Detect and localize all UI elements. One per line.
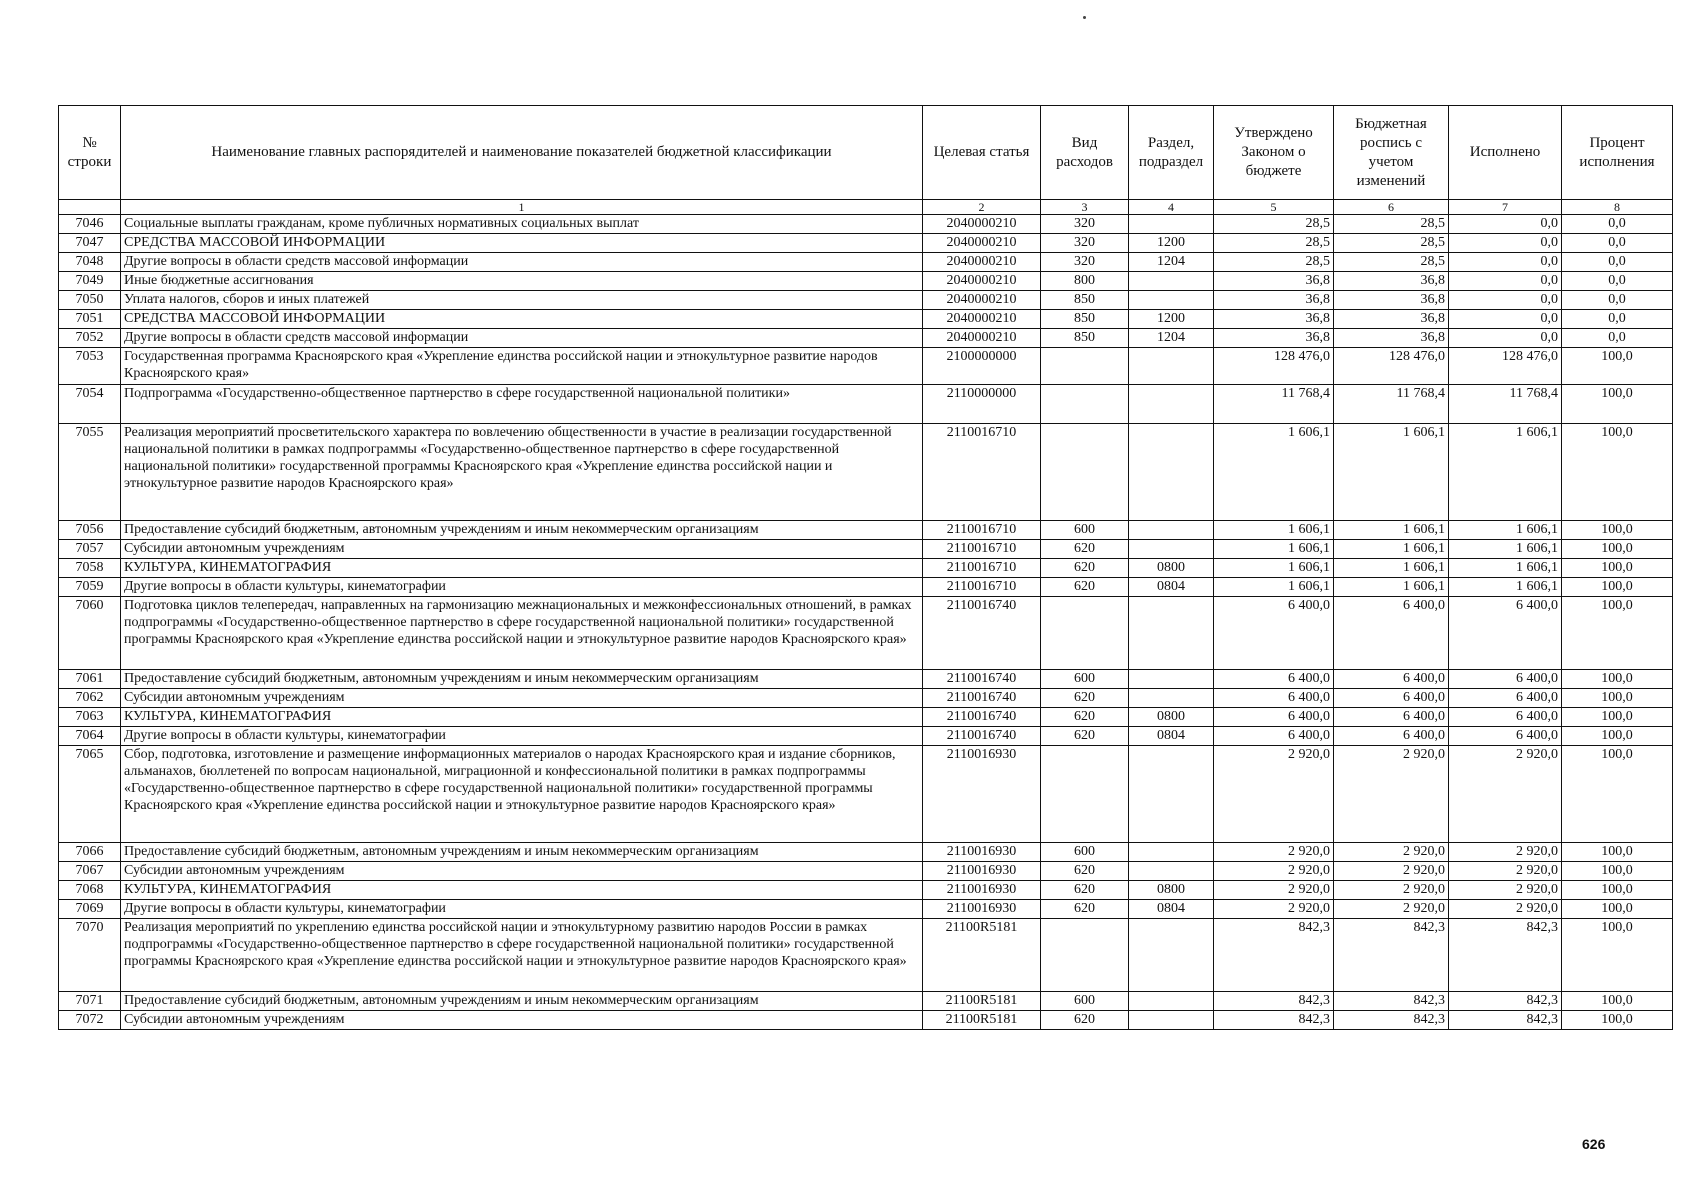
row-name: Субсидии автономным учреждениям	[121, 1011, 923, 1030]
row-number: 7053	[59, 348, 121, 385]
row-section	[1129, 597, 1214, 670]
row-approved: 2 920,0	[1214, 862, 1334, 881]
row-budget-plan: 6 400,0	[1334, 727, 1449, 746]
row-approved: 1 606,1	[1214, 424, 1334, 521]
row-number: 7046	[59, 215, 121, 234]
row-budget-plan: 2 920,0	[1334, 900, 1449, 919]
budget-table	[58, 105, 1673, 1030]
row-section	[1129, 521, 1214, 540]
row-expense-type: 620	[1041, 708, 1129, 727]
row-name: Иные бюджетные ассигнования	[121, 272, 923, 291]
row-name: Предоставление субсидий бюджетным, автономным учреждениям и иным некоммерческим организациям	[121, 521, 923, 540]
table-row	[59, 253, 1673, 272]
row-executed: 2 920,0	[1449, 843, 1562, 862]
row-expense-type: 620	[1041, 727, 1129, 746]
row-expense-type: 320	[1041, 253, 1129, 272]
row-executed: 0,0	[1449, 310, 1562, 329]
row-budget-plan: 842,3	[1334, 919, 1449, 992]
table-row	[59, 291, 1673, 310]
row-target-article: 21100R5181	[923, 992, 1041, 1011]
row-percent: 100,0	[1562, 348, 1673, 385]
row-percent: 100,0	[1562, 992, 1673, 1011]
row-number: 7055	[59, 424, 121, 521]
row-name: Субсидии автономным учреждениям	[121, 862, 923, 881]
row-section: 0800	[1129, 559, 1214, 578]
row-budget-plan: 1 606,1	[1334, 424, 1449, 521]
row-section: 0800	[1129, 881, 1214, 900]
table-row	[59, 862, 1673, 881]
row-target-article: 2110016930	[923, 746, 1041, 843]
row-target-article: 2110016930	[923, 843, 1041, 862]
row-expense-type: 850	[1041, 329, 1129, 348]
row-section: 1200	[1129, 310, 1214, 329]
table-row	[59, 881, 1673, 900]
row-target-article: 2110016710	[923, 521, 1041, 540]
header-name: Наименование главных распорядителей и наименование показателей бюджетной классификации	[121, 106, 923, 200]
row-expense-type	[1041, 424, 1129, 521]
row-expense-type: 320	[1041, 215, 1129, 234]
row-target-article: 2040000210	[923, 329, 1041, 348]
row-percent: 100,0	[1562, 881, 1673, 900]
row-number: 7068	[59, 881, 121, 900]
row-approved: 842,3	[1214, 1011, 1334, 1030]
row-percent: 100,0	[1562, 919, 1673, 992]
row-percent: 100,0	[1562, 900, 1673, 919]
row-target-article: 2110016740	[923, 708, 1041, 727]
row-name: СРЕДСТВА МАССОВОЙ ИНФОРМАЦИИ	[121, 310, 923, 329]
table-row	[59, 540, 1673, 559]
row-name: Государственная программа Красноярского края «Укрепление единства российской нации и этнокультурное развитие народов Красноярского края»	[121, 348, 923, 385]
row-budget-plan: 11 768,4	[1334, 385, 1449, 424]
row-executed: 1 606,1	[1449, 578, 1562, 597]
column-number: 7	[1449, 200, 1562, 215]
row-executed: 0,0	[1449, 215, 1562, 234]
table-row	[59, 521, 1673, 540]
row-approved: 36,8	[1214, 329, 1334, 348]
table-row	[59, 1011, 1673, 1030]
row-number: 7066	[59, 843, 121, 862]
row-number: 7048	[59, 253, 121, 272]
row-percent: 0,0	[1562, 215, 1673, 234]
row-number: 7071	[59, 992, 121, 1011]
row-executed: 842,3	[1449, 992, 1562, 1011]
row-expense-type: 600	[1041, 521, 1129, 540]
row-expense-type: 600	[1041, 670, 1129, 689]
row-approved: 1 606,1	[1214, 521, 1334, 540]
row-approved: 2 920,0	[1214, 746, 1334, 843]
row-number: 7057	[59, 540, 121, 559]
table-row	[59, 310, 1673, 329]
row-executed: 11 768,4	[1449, 385, 1562, 424]
row-name: Другие вопросы в области средств массовой информации	[121, 329, 923, 348]
row-expense-type: 620	[1041, 689, 1129, 708]
row-approved: 6 400,0	[1214, 670, 1334, 689]
row-percent: 100,0	[1562, 843, 1673, 862]
column-number: 5	[1214, 200, 1334, 215]
row-executed: 2 920,0	[1449, 746, 1562, 843]
row-budget-plan: 36,8	[1334, 291, 1449, 310]
table-row	[59, 329, 1673, 348]
row-number: 7065	[59, 746, 121, 843]
column-numbers-row	[59, 200, 1673, 215]
row-percent: 100,0	[1562, 540, 1673, 559]
row-percent: 0,0	[1562, 329, 1673, 348]
row-name: СРЕДСТВА МАССОВОЙ ИНФОРМАЦИИ	[121, 234, 923, 253]
row-target-article: 2110016930	[923, 881, 1041, 900]
header-approved: Утверждено Законом о бюджете	[1214, 106, 1334, 200]
row-expense-type: 620	[1041, 900, 1129, 919]
row-number: 7064	[59, 727, 121, 746]
row-section	[1129, 215, 1214, 234]
row-budget-plan: 36,8	[1334, 310, 1449, 329]
row-expense-type	[1041, 597, 1129, 670]
row-section: 0804	[1129, 578, 1214, 597]
row-budget-plan: 2 920,0	[1334, 881, 1449, 900]
row-approved: 36,8	[1214, 272, 1334, 291]
row-budget-plan: 36,8	[1334, 329, 1449, 348]
row-section: 1200	[1129, 234, 1214, 253]
row-approved: 842,3	[1214, 919, 1334, 992]
header-code: Целевая статья	[923, 106, 1041, 200]
row-name: Субсидии автономным учреждениям	[121, 689, 923, 708]
row-approved: 1 606,1	[1214, 559, 1334, 578]
row-name: Социальные выплаты гражданам, кроме публичных нормативных социальных выплат	[121, 215, 923, 234]
row-target-article: 2110016740	[923, 670, 1041, 689]
row-number: 7070	[59, 919, 121, 992]
row-name: Другие вопросы в области культуры, кинематографии	[121, 578, 923, 597]
row-expense-type	[1041, 746, 1129, 843]
row-approved: 6 400,0	[1214, 708, 1334, 727]
row-number: 7051	[59, 310, 121, 329]
row-name: КУЛЬТУРА, КИНЕМАТОГРАФИЯ	[121, 881, 923, 900]
row-section: 1204	[1129, 253, 1214, 272]
row-budget-plan: 1 606,1	[1334, 540, 1449, 559]
row-budget-plan: 2 920,0	[1334, 843, 1449, 862]
row-budget-plan: 1 606,1	[1334, 559, 1449, 578]
row-budget-plan: 1 606,1	[1334, 578, 1449, 597]
row-expense-type: 850	[1041, 310, 1129, 329]
row-approved: 128 476,0	[1214, 348, 1334, 385]
row-target-article: 2110016710	[923, 424, 1041, 521]
row-number: 7072	[59, 1011, 121, 1030]
row-number: 7047	[59, 234, 121, 253]
header-num: № строки	[59, 106, 121, 200]
row-percent: 100,0	[1562, 597, 1673, 670]
row-budget-plan: 28,5	[1334, 253, 1449, 272]
row-target-article: 2040000210	[923, 215, 1041, 234]
row-target-article: 2110016710	[923, 540, 1041, 559]
row-target-article: 21100R5181	[923, 919, 1041, 992]
row-name: Другие вопросы в области средств массовой информации	[121, 253, 923, 272]
row-budget-plan: 6 400,0	[1334, 708, 1449, 727]
row-number: 7060	[59, 597, 121, 670]
row-budget-plan: 6 400,0	[1334, 670, 1449, 689]
row-number: 7058	[59, 559, 121, 578]
table-row	[59, 670, 1673, 689]
row-section	[1129, 424, 1214, 521]
table-row	[59, 919, 1673, 992]
row-executed: 1 606,1	[1449, 559, 1562, 578]
row-percent: 100,0	[1562, 708, 1673, 727]
row-budget-plan: 1 606,1	[1334, 521, 1449, 540]
row-expense-type: 600	[1041, 992, 1129, 1011]
table-row	[59, 992, 1673, 1011]
row-expense-type: 620	[1041, 559, 1129, 578]
row-approved: 1 606,1	[1214, 540, 1334, 559]
scan-dot	[1083, 16, 1086, 19]
row-section	[1129, 862, 1214, 881]
row-approved: 11 768,4	[1214, 385, 1334, 424]
row-section	[1129, 272, 1214, 291]
row-number: 7069	[59, 900, 121, 919]
table-row	[59, 424, 1673, 521]
row-section	[1129, 1011, 1214, 1030]
row-executed: 1 606,1	[1449, 540, 1562, 559]
row-percent: 100,0	[1562, 689, 1673, 708]
row-approved: 1 606,1	[1214, 578, 1334, 597]
row-executed: 128 476,0	[1449, 348, 1562, 385]
row-expense-type: 600	[1041, 843, 1129, 862]
row-executed: 2 920,0	[1449, 881, 1562, 900]
row-section	[1129, 385, 1214, 424]
row-target-article: 2110016930	[923, 900, 1041, 919]
row-percent: 0,0	[1562, 253, 1673, 272]
row-section	[1129, 843, 1214, 862]
row-percent: 100,0	[1562, 670, 1673, 689]
row-approved: 2 920,0	[1214, 900, 1334, 919]
row-section	[1129, 746, 1214, 843]
table-row	[59, 385, 1673, 424]
row-name: Предоставление субсидий бюджетным, автономным учреждениям и иным некоммерческим организациям	[121, 843, 923, 862]
row-percent: 0,0	[1562, 234, 1673, 253]
row-section: 0800	[1129, 708, 1214, 727]
row-expense-type	[1041, 385, 1129, 424]
row-expense-type	[1041, 919, 1129, 992]
header-plan: Бюджетная роспись с учетом изменений	[1334, 106, 1449, 200]
row-budget-plan: 842,3	[1334, 1011, 1449, 1030]
column-number: 4	[1129, 200, 1214, 215]
row-executed: 842,3	[1449, 919, 1562, 992]
row-target-article: 2110016740	[923, 597, 1041, 670]
row-executed: 0,0	[1449, 272, 1562, 291]
row-name: КУЛЬТУРА, КИНЕМАТОГРАФИЯ	[121, 708, 923, 727]
row-budget-plan: 2 920,0	[1334, 862, 1449, 881]
row-number: 7052	[59, 329, 121, 348]
row-executed: 0,0	[1449, 291, 1562, 310]
row-percent: 100,0	[1562, 746, 1673, 843]
table-header-row	[59, 106, 1673, 200]
column-number: 8	[1562, 200, 1673, 215]
row-name: Подпрограмма «Государственно-общественное партнерство в сфере государственной национальной политики»	[121, 385, 923, 424]
row-name: Сбор, подготовка, изготовление и размещение информационных материалов о народах Красноярского края и издание сборников, альманахов, бюллетеней по вопросам национальной, миграционной и конфессиональной политики в рамках подпрограммы «Государственно-общественное партнерство в сфере государственной национальной политики» государственной программы Красноярского края «Укрепление единства российской нации и этнокультурное развитие народов Красноярского края»	[121, 746, 923, 843]
row-section	[1129, 670, 1214, 689]
row-percent: 100,0	[1562, 385, 1673, 424]
row-executed: 2 920,0	[1449, 900, 1562, 919]
header-executed: Исполнено	[1449, 106, 1562, 200]
row-target-article: 2040000210	[923, 291, 1041, 310]
row-expense-type: 850	[1041, 291, 1129, 310]
row-section: 1204	[1129, 329, 1214, 348]
table-row	[59, 215, 1673, 234]
row-target-article: 2110016740	[923, 727, 1041, 746]
row-number: 7059	[59, 578, 121, 597]
table-row	[59, 559, 1673, 578]
header-vid: Вид расходов	[1041, 106, 1129, 200]
row-number: 7067	[59, 862, 121, 881]
row-approved: 28,5	[1214, 253, 1334, 272]
row-name: Уплата налогов, сборов и иных платежей	[121, 291, 923, 310]
row-target-article: 2040000210	[923, 310, 1041, 329]
row-target-article: 2110016740	[923, 689, 1041, 708]
row-executed: 6 400,0	[1449, 708, 1562, 727]
row-target-article: 2040000210	[923, 253, 1041, 272]
column-number: 1	[121, 200, 923, 215]
row-name: КУЛЬТУРА, КИНЕМАТОГРАФИЯ	[121, 559, 923, 578]
row-number: 7062	[59, 689, 121, 708]
page-number: 626	[1582, 1136, 1606, 1152]
row-approved: 28,5	[1214, 215, 1334, 234]
header-razd: Раздел, подраздел	[1129, 106, 1214, 200]
row-target-article: 2100000000	[923, 348, 1041, 385]
table-row	[59, 727, 1673, 746]
row-executed: 6 400,0	[1449, 689, 1562, 708]
row-percent: 0,0	[1562, 291, 1673, 310]
row-target-article: 2110016930	[923, 862, 1041, 881]
row-budget-plan: 6 400,0	[1334, 689, 1449, 708]
header-pct: Процент исполнения	[1562, 106, 1673, 200]
row-budget-plan: 842,3	[1334, 992, 1449, 1011]
row-executed: 6 400,0	[1449, 597, 1562, 670]
row-approved: 842,3	[1214, 992, 1334, 1011]
row-approved: 28,5	[1214, 234, 1334, 253]
row-approved: 2 920,0	[1214, 881, 1334, 900]
row-percent: 100,0	[1562, 727, 1673, 746]
row-executed: 1 606,1	[1449, 424, 1562, 521]
row-section: 0804	[1129, 900, 1214, 919]
row-executed: 1 606,1	[1449, 521, 1562, 540]
table-row	[59, 272, 1673, 291]
table-row	[59, 597, 1673, 670]
row-target-article: 21100R5181	[923, 1011, 1041, 1030]
row-percent: 100,0	[1562, 424, 1673, 521]
row-section	[1129, 992, 1214, 1011]
table-row	[59, 234, 1673, 253]
table-row	[59, 843, 1673, 862]
row-section: 0804	[1129, 727, 1214, 746]
table-row	[59, 348, 1673, 385]
row-name: Другие вопросы в области культуры, кинематографии	[121, 900, 923, 919]
row-percent: 100,0	[1562, 862, 1673, 881]
row-name: Подготовка циклов телепередач, направленных на гармонизацию межнациональных и межконфессиональных отношений, в рамках подпрограммы «Государственно-общественное партнерство в сфере государственной национальной политики» государственной программы Красноярского края «Укрепление единства российской нации и этнокультурное развитие народов Красноярского края»	[121, 597, 923, 670]
row-executed: 2 920,0	[1449, 862, 1562, 881]
column-number: 6	[1334, 200, 1449, 215]
row-target-article: 2110016710	[923, 559, 1041, 578]
row-budget-plan: 28,5	[1334, 215, 1449, 234]
row-percent: 100,0	[1562, 521, 1673, 540]
row-section	[1129, 348, 1214, 385]
row-section	[1129, 291, 1214, 310]
row-budget-plan: 28,5	[1334, 234, 1449, 253]
row-name: Реализация мероприятий просветительского характера по вовлечению общественности в участие в реализации государственной национальной политики в рамках подпрограммы «Государственно-общественное партнерство в сфере государственной национальной политики» государственной программы Красноярского края «Укрепление единства российской нации и этнокультурное развитие народов Красноярского края»	[121, 424, 923, 521]
row-approved: 2 920,0	[1214, 843, 1334, 862]
row-target-article: 2110016710	[923, 578, 1041, 597]
column-number: 2	[923, 200, 1041, 215]
row-name: Другие вопросы в области культуры, кинематографии	[121, 727, 923, 746]
table-row	[59, 900, 1673, 919]
row-section	[1129, 689, 1214, 708]
row-target-article: 2040000210	[923, 234, 1041, 253]
column-number: 3	[1041, 200, 1129, 215]
row-number: 7056	[59, 521, 121, 540]
row-budget-plan: 6 400,0	[1334, 597, 1449, 670]
row-expense-type: 320	[1041, 234, 1129, 253]
row-name: Предоставление субсидий бюджетным, автономным учреждениям и иным некоммерческим организациям	[121, 670, 923, 689]
row-number: 7054	[59, 385, 121, 424]
row-percent: 100,0	[1562, 559, 1673, 578]
table-row	[59, 578, 1673, 597]
row-expense-type: 620	[1041, 1011, 1129, 1030]
row-section	[1129, 540, 1214, 559]
row-percent: 0,0	[1562, 310, 1673, 329]
row-name: Субсидии автономным учреждениям	[121, 540, 923, 559]
row-approved: 6 400,0	[1214, 727, 1334, 746]
table-row	[59, 746, 1673, 843]
row-budget-plan: 36,8	[1334, 272, 1449, 291]
row-approved: 36,8	[1214, 310, 1334, 329]
row-approved: 36,8	[1214, 291, 1334, 310]
row-number: 7061	[59, 670, 121, 689]
row-name: Предоставление субсидий бюджетным, автономным учреждениям и иным некоммерческим организациям	[121, 992, 923, 1011]
row-executed: 6 400,0	[1449, 727, 1562, 746]
row-name: Реализация мероприятий по укреплению единства российской нации и этнокультурному развитию народов России в рамках подпрограммы «Государственно-общественное партнерство в сфере государственной национальной политики» государственной программы Красноярского края «Укрепление единства российской нации и этнокультурное развитие народов Красноярского края»	[121, 919, 923, 992]
row-budget-plan: 2 920,0	[1334, 746, 1449, 843]
table-body	[59, 215, 1673, 1030]
column-number-blank	[59, 200, 121, 215]
row-target-article: 2110000000	[923, 385, 1041, 424]
table-row	[59, 708, 1673, 727]
row-number: 7049	[59, 272, 121, 291]
row-executed: 842,3	[1449, 1011, 1562, 1030]
row-expense-type	[1041, 348, 1129, 385]
row-target-article: 2040000210	[923, 272, 1041, 291]
row-number: 7063	[59, 708, 121, 727]
table-row	[59, 689, 1673, 708]
row-executed: 0,0	[1449, 234, 1562, 253]
row-percent: 100,0	[1562, 578, 1673, 597]
row-section	[1129, 919, 1214, 992]
row-budget-plan: 128 476,0	[1334, 348, 1449, 385]
row-expense-type: 620	[1041, 540, 1129, 559]
row-expense-type: 620	[1041, 862, 1129, 881]
row-expense-type: 620	[1041, 881, 1129, 900]
row-executed: 0,0	[1449, 329, 1562, 348]
row-percent: 0,0	[1562, 272, 1673, 291]
row-approved: 6 400,0	[1214, 689, 1334, 708]
row-approved: 6 400,0	[1214, 597, 1334, 670]
row-expense-type: 800	[1041, 272, 1129, 291]
row-percent: 100,0	[1562, 1011, 1673, 1030]
row-expense-type: 620	[1041, 578, 1129, 597]
row-number: 7050	[59, 291, 121, 310]
row-executed: 0,0	[1449, 253, 1562, 272]
row-executed: 6 400,0	[1449, 670, 1562, 689]
